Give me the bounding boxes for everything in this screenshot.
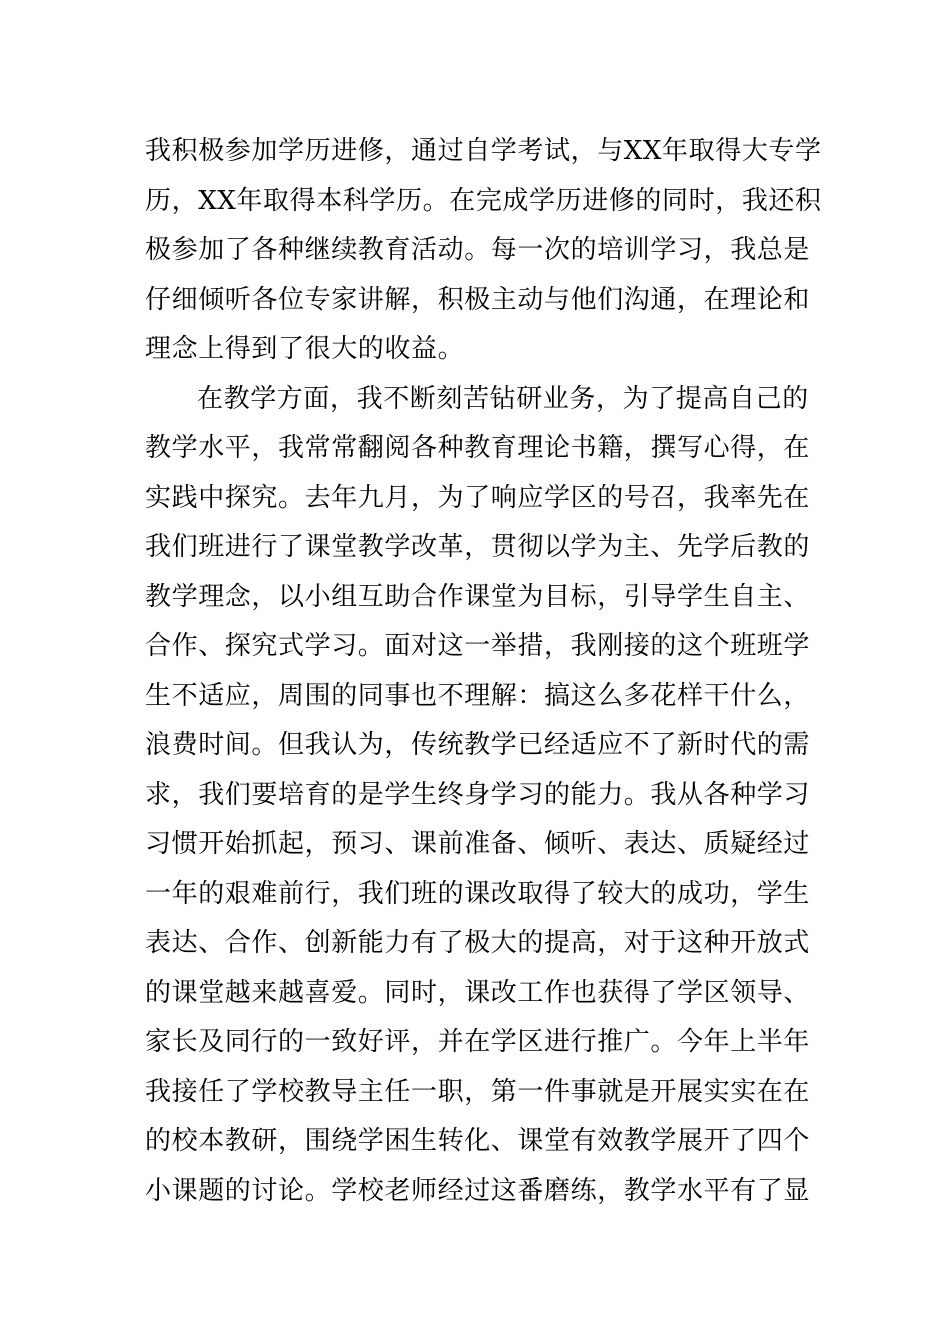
text-line: 求，我们要培育的是学生终身学习的能力。我从各种学习: [145, 779, 811, 810]
text-line: 一年的艰难前行，我们班的课改取得了较大的成功，学生: [145, 878, 811, 909]
text-line: 我们班进行了课堂教学改革，贯彻以学为主、先学后教的: [145, 532, 811, 562]
text-line: 我积极参加学历进修，通过自学考试，与XX年取得大专学: [145, 136, 822, 166]
text-line: 历，XX年取得本科学历。在完成学历进修的同时，我还积: [145, 185, 822, 216]
text-line: 教学理念，以小组互助合作课堂为目标，引导学生自主、: [145, 581, 811, 612]
text-line: 合作、探究式学习。面对这一举措，我刚接的这个班班学: [145, 631, 811, 661]
text-line: 教学水平，我常常翻阅各种教育理论书籍，撰写心得，在: [145, 433, 811, 463]
text-line: 我接任了学校教导主任一职，第一件事就是开展实实在在: [145, 1076, 811, 1107]
text-line: 实践中探究。去年九月，为了响应学区的号召，我率先在: [145, 482, 811, 513]
text-line: 家长及同行的一致好评，并在学区进行推广。今年上半年: [145, 1027, 811, 1057]
paragraph-start-line: 在教学方面，我不断刻苦钻研业务，为了提高自己的: [197, 383, 809, 414]
text-line: 极参加了各种继续教育活动。每一次的培训学习，我总是: [145, 235, 811, 265]
text-line: 习惯开始抓起，预习、课前准备、倾听、表达、质疑经过: [145, 829, 811, 859]
text-line: 的校本教研，围绕学困生转化、课堂有效教学展开了四个: [145, 1126, 811, 1156]
text-line: 的课堂越来越喜爱。同时，课改工作也获得了学区领导、: [145, 977, 811, 1008]
text-line: 仔细倾听各位专家讲解，积极主动与他们沟通，在理论和: [145, 284, 811, 315]
text-line: 表达、合作、创新能力有了极大的提高，对于这种开放式: [145, 928, 811, 958]
text-line: 小课题的讨论。学校老师经过这番磨练，教学水平有了显: [145, 1175, 811, 1206]
text-line: 浪费时间。但我认为，传统教学已经适应不了新时代的需: [145, 730, 811, 760]
text-line: 生不适应，周围的同事也不理解：搞这么多花样干什么，: [145, 680, 811, 711]
text-line: 理念上得到了很大的收益。: [145, 334, 465, 364]
body-text: [145, 127, 822, 1216]
